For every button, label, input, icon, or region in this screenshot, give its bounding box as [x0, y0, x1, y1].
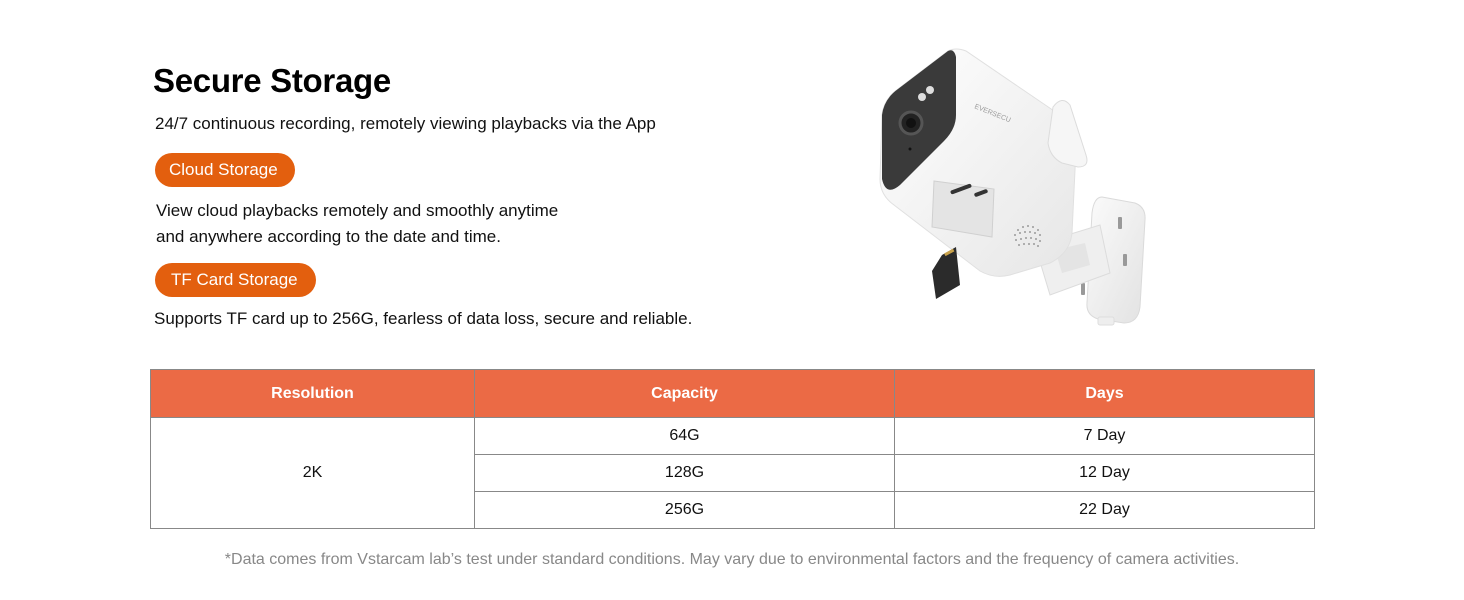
tf-card-storage-badge: TF Card Storage — [155, 263, 316, 297]
table-header-row — [151, 370, 1315, 418]
description-line: and anywhere according to the date and time. — [156, 227, 501, 246]
cloud-storage-description — [156, 198, 558, 250]
page-subtitle: 24/7 continuous recording, remotely viewing playbacks via the App — [155, 114, 656, 133]
resolution-cell: 2K — [151, 418, 475, 529]
footnote-disclaimer: *Data comes from Vstarcam lab’s test under standard conditions. May vary due to environmental factors and the frequency of camera activities. — [224, 551, 1240, 568]
description-line: View cloud playbacks remotely and smoothly anytime — [156, 201, 559, 220]
table-row — [151, 418, 1315, 455]
header-capacity: Capacity — [475, 370, 895, 418]
capacity-cell: 128G — [475, 455, 895, 492]
capacity-cell: 256G — [475, 492, 895, 529]
storage-spec-table — [150, 369, 1315, 529]
description-line: Supports TF card up to 256G, fearless of data loss, secure and reliable. — [154, 309, 693, 328]
days-cell: 12 Day — [895, 455, 1315, 492]
tf-card — [932, 247, 960, 299]
days-cell: 22 Day — [895, 492, 1315, 529]
security-camera-image — [870, 45, 1160, 335]
brand-text: EVERSECU — [973, 103, 1012, 125]
tf-card-storage-description — [154, 306, 692, 332]
camera-body — [880, 49, 1076, 276]
days-cell: 7 Day — [895, 418, 1315, 455]
header-resolution: Resolution — [151, 370, 475, 418]
header-days: Days — [895, 370, 1315, 418]
page-title: Secure Storage — [153, 62, 391, 99]
capacity-cell: 64G — [475, 418, 895, 455]
cloud-storage-badge: Cloud Storage — [155, 153, 295, 187]
